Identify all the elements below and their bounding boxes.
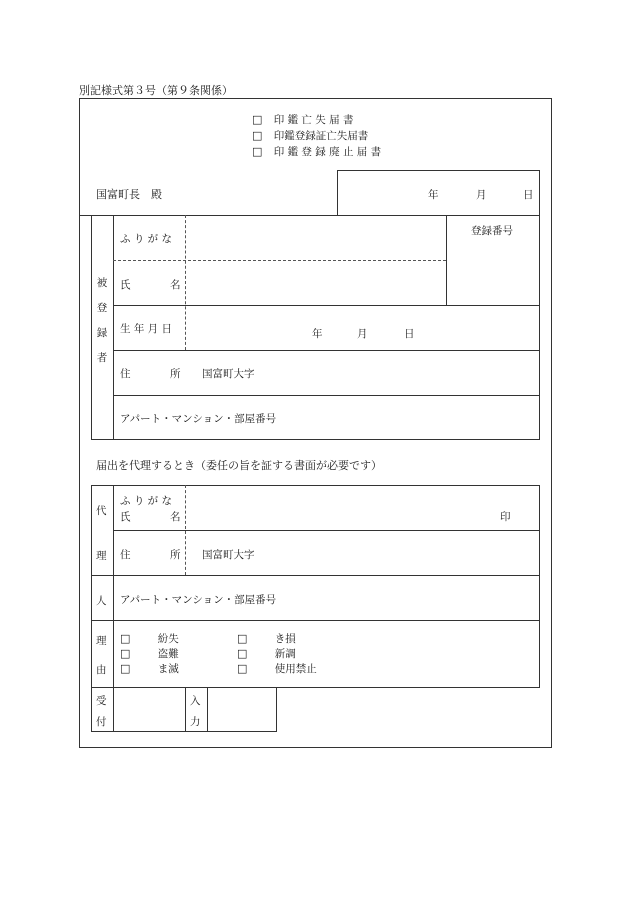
proxy-seal: 印	[500, 511, 511, 523]
registrant-name-input[interactable]	[187, 262, 445, 304]
checkbox-icon[interactable]: □	[237, 662, 248, 675]
registrant-apartment-input[interactable]	[290, 398, 538, 438]
proxy-address-label-2: 所	[170, 549, 181, 561]
reason-option-worn[interactable]: □ ま滅	[120, 662, 179, 675]
title-option-label: 印鑑登録証亡失届書	[273, 130, 369, 142]
title-option-abolish[interactable]	[252, 144, 381, 159]
proxy-name-input[interactable]	[187, 487, 487, 529]
checkbox-icon[interactable]: □	[120, 647, 131, 660]
birth-year-label: 年	[312, 328, 323, 340]
reason-option-new[interactable]: □ 新調	[237, 647, 296, 660]
checkbox-icon[interactable]: □	[120, 662, 131, 675]
proxy-section-label-1: 代	[96, 505, 107, 517]
proxy-furigana-label: ふ り が な	[120, 495, 173, 507]
registrant-furigana-input[interactable]	[187, 217, 445, 259]
received-label-2: 付	[96, 716, 107, 728]
reason-section-label-2: 由	[96, 664, 107, 676]
registrant-address-label-2: 所	[170, 368, 181, 380]
birth-day-label: 日	[404, 328, 415, 340]
date-year-field[interactable]	[394, 183, 424, 199]
registrant-name-label-2: 名	[170, 279, 181, 291]
date-day-field[interactable]	[490, 183, 518, 199]
birth-month-label: 月	[357, 328, 368, 340]
input-label-2: 力	[190, 716, 201, 728]
title-option-seal-lost[interactable]	[252, 112, 353, 127]
registration-number-input[interactable]	[448, 240, 539, 304]
registrant-address-label-1: 住	[120, 368, 131, 380]
reason-option-stolen[interactable]: □ 盗難	[120, 647, 179, 660]
proxy-apartment-input[interactable]	[290, 578, 538, 618]
reason-option-damaged[interactable]: □ き損	[237, 632, 296, 645]
registrant-apartment-label: アパート・マンション・部屋番号	[120, 413, 277, 425]
proxy-address-label-1: 住	[120, 549, 131, 561]
date-month-field[interactable]	[444, 183, 472, 199]
registrant-section-label: 被 登 録 者	[96, 277, 108, 364]
checkbox-icon[interactable]: □	[237, 647, 248, 660]
proxy-apartment-label: アパート・マンション・部屋番号	[120, 594, 277, 606]
received-stamp-area[interactable]	[115, 690, 183, 730]
registration-number-label: 登録番号	[471, 225, 513, 237]
reason-option-prohibited[interactable]: □ 使用禁止	[237, 662, 317, 675]
input-stamp-area[interactable]	[209, 690, 275, 730]
received-label-1: 受	[96, 695, 107, 707]
form-number: 別記様式第３号（第９条関係）	[79, 84, 233, 97]
registrant-name-label-1: 氏	[120, 279, 131, 291]
title-option-label: 印 鑑 登 録 廃 止 届 書	[273, 146, 382, 158]
birthdate-input[interactable]	[187, 307, 539, 349]
date-day-label: 日	[523, 189, 534, 201]
checkbox-icon[interactable]: □	[252, 113, 263, 126]
reason-option-lost[interactable]: □ 紛失	[120, 632, 179, 645]
proxy-name-label-2: 名	[170, 511, 181, 523]
proxy-name-label-1: 氏	[120, 511, 131, 523]
checkbox-icon[interactable]: □	[252, 129, 263, 142]
input-label-1: 入	[190, 695, 201, 707]
checkbox-icon[interactable]: □	[120, 632, 131, 645]
registrant-address-value[interactable]: 国富町大字	[202, 368, 255, 380]
checkbox-icon[interactable]: □	[237, 632, 248, 645]
birthdate-label: 生 年 月 日	[120, 323, 173, 335]
addressee: 国富町長 殿	[96, 188, 162, 201]
date-year-label: 年	[428, 189, 439, 201]
proxy-note: 届出を代理するとき（委任の旨を証する書面が必要です）	[96, 459, 382, 472]
date-month-label: 月	[476, 189, 487, 201]
proxy-address-value[interactable]: 国富町大字	[202, 549, 255, 561]
registrant-furigana-label: ふ り が な	[120, 233, 173, 245]
title-option-card-lost[interactable]	[252, 128, 368, 143]
reason-section-label-1: 理	[96, 635, 107, 647]
checkbox-icon[interactable]: □	[252, 145, 263, 158]
title-option-label: 印 鑑 亡 失 届 書	[273, 114, 354, 126]
proxy-section-label-3: 人	[96, 595, 107, 607]
proxy-section-label-2: 理	[96, 550, 107, 562]
